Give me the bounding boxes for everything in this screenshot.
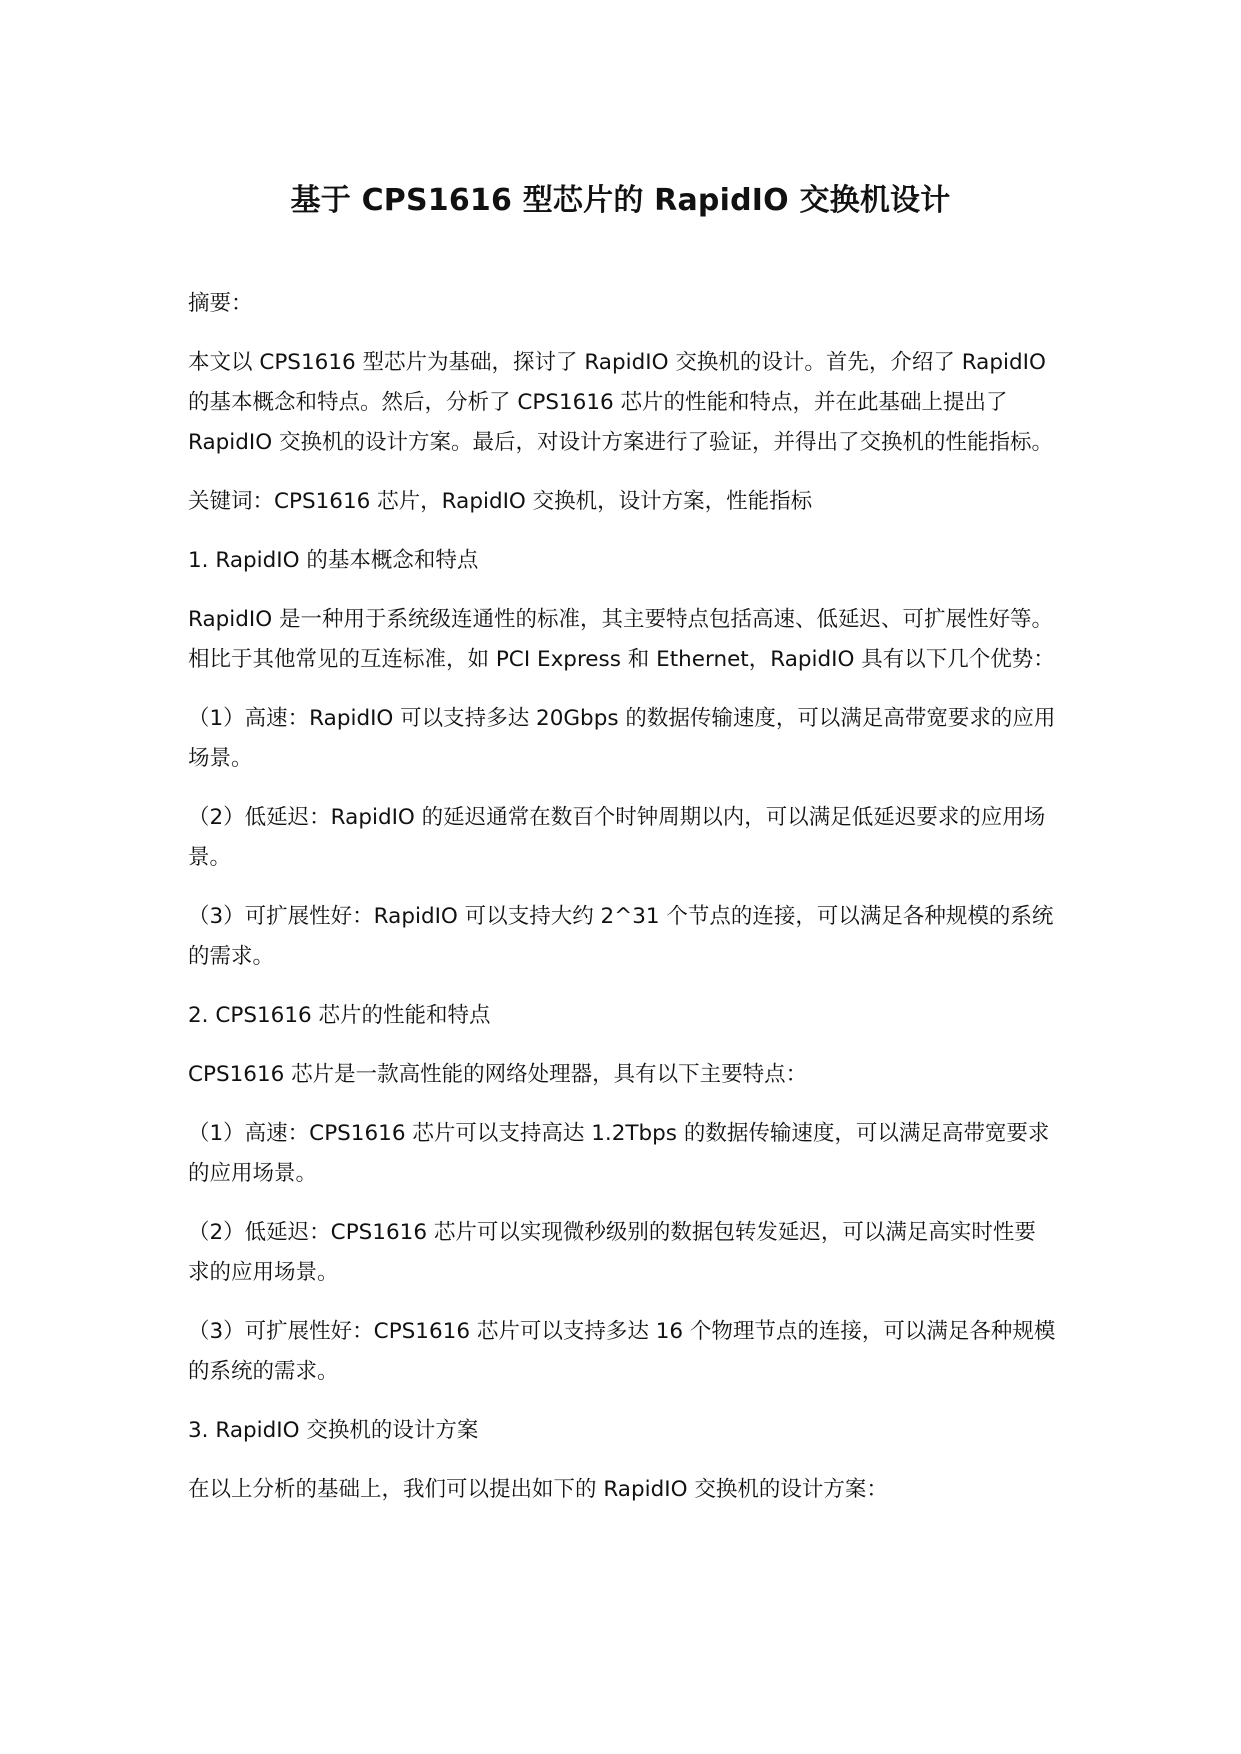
abstract-text: 本文以 CPS1616 型芯片为基础，探讨了 RapidIO 交换机的设计。首先，介绍了 RapidIO 的基本概念和特点。然后，分析了 CPS1616 芯片的性能和特点，并在此基础上提出了 RapidIO 交换机的设计方案。最后，对设计方案进行了验证，并得出了交换机的性能指标。 (188, 350, 1054, 455)
document-title: 基于 CPS1616 型芯片的 RapidIO 交换机设计 (290, 183, 951, 218)
section-2-heading: 2. CPS1616 芯片的性能和特点 (188, 1003, 491, 1028)
section-2-item-1: （1）高速：CPS1616 芯片可以支持高达 1.2Tbps 的数据传输速度，可以满足高带宽要求的应用场景。 (188, 1121, 1050, 1186)
section-2-item-3: （3）可扩展性好：CPS1616 芯片可以支持多达 16 个物理节点的连接，可以满足各种规模的系统的需求。 (188, 1319, 1056, 1384)
section-1-item-3: （3）可扩展性好：RapidIO 可以支持大约 2^31 个节点的连接，可以满足各种规模的系统的需求。 (188, 904, 1054, 969)
section-1-item-2: （2）低延迟：RapidIO 的延迟通常在数百个时钟周期以内，可以满足低延迟要求的应用场景。 (188, 805, 1046, 870)
section-1-heading: 1. RapidIO 的基本概念和特点 (188, 548, 479, 573)
section-3-intro: 在以上分析的基础上，我们可以提出如下的 RapidIO 交换机的设计方案： (188, 1477, 888, 1502)
document-body (188, 284, 1056, 1529)
section-1-intro: RapidIO 是一种用于系统级连通性的标准，其主要特点包括高速、低延迟、可扩展性好等。相比于其他常见的互连标准，如 PCI Express 和 Ethernet，RapidIO 具有以下几个优势： (188, 607, 1055, 672)
keywords: 关键词：CPS1616 芯片，RapidIO 交换机，设计方案，性能指标 (188, 489, 813, 514)
section-3-heading: 3. RapidIO 交换机的设计方案 (188, 1418, 479, 1443)
abstract-label: 摘要： (188, 291, 253, 316)
section-2-intro: CPS1616 芯片是一款高性能的网络处理器，具有以下主要特点： (188, 1062, 808, 1087)
section-2-item-2: （2）低延迟：CPS1616 芯片可以实现微秒级别的数据包转发延迟，可以满足高实时性要求的应用场景。 (188, 1220, 1036, 1285)
section-1-item-1: （1）高速：RapidIO 可以支持多达 20Gbps 的数据传输速度，可以满足高带宽要求的应用场景。 (188, 706, 1056, 771)
